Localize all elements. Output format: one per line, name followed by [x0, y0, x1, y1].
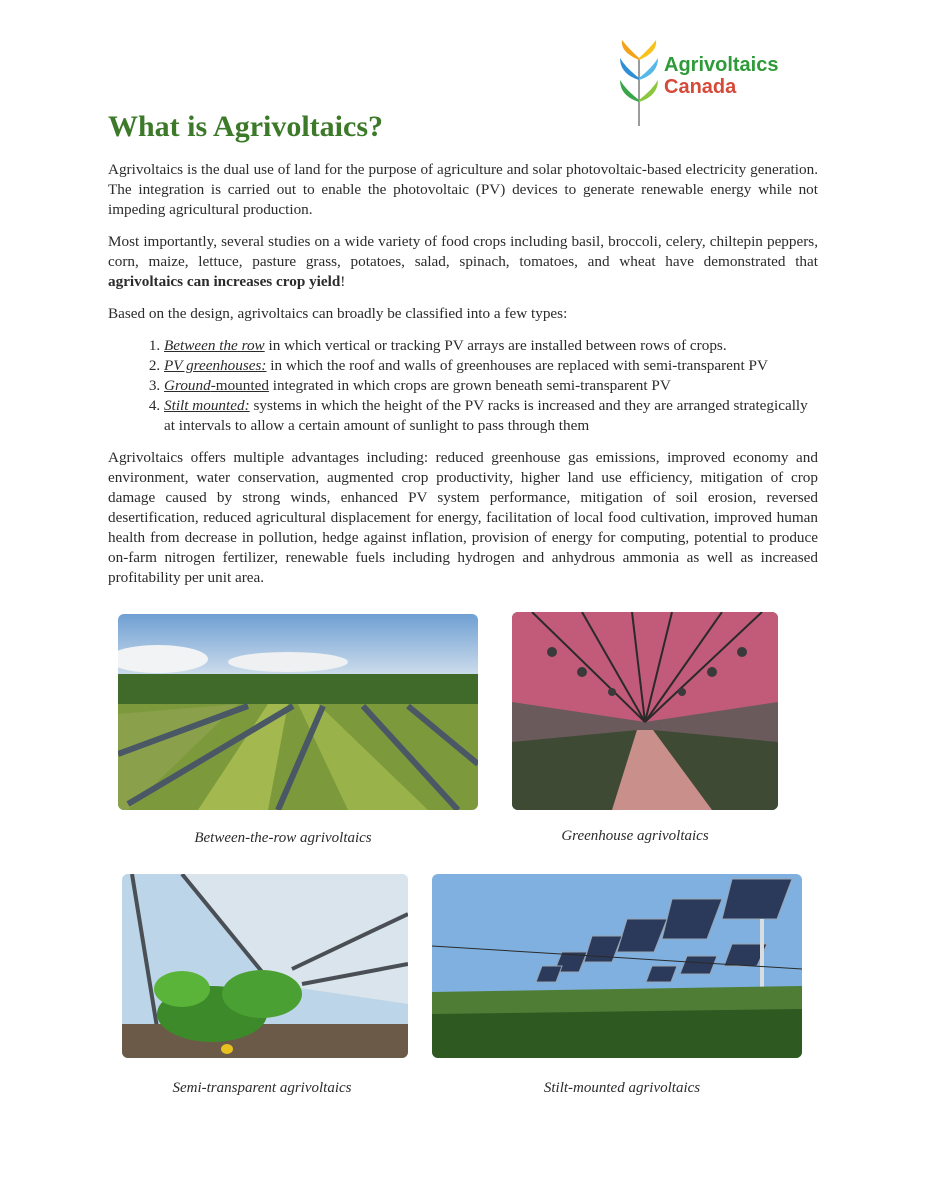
intro-paragraph: Agrivoltaics is the dual use of land for the purpose of agriculture and solar photovoltaic-based electricity generation. The integration is carried out to enable the photovoltaic (PV) devices to generate renewable energy while not impeding agricultural production. [108, 161, 818, 218]
logo-line-1: Agrivoltaics [664, 54, 779, 76]
type-description: systems in which the height of the PV racks is increased and they are arranged strategically at intervals to allow a certain amount of sunlight to pass through them [164, 397, 808, 434]
types-intro-paragraph: Based on the design, agrivoltaics can broadly be classified into a few types: [108, 305, 568, 322]
greenhouse-photo [512, 612, 778, 810]
list-item [164, 356, 818, 376]
stilt-mounted-photo [432, 874, 802, 1058]
type-term: Stilt mounted: [164, 397, 250, 414]
logo-line-2: Canada [664, 76, 737, 98]
semi-transparent-photo [122, 874, 408, 1058]
type-term: Ground [164, 377, 211, 394]
crop-yield-end: ! [340, 273, 346, 290]
between-the-row-photo [118, 614, 478, 810]
type-term: Between the row [164, 337, 265, 354]
stilt-mounted-caption: Stilt-mounted agrivoltaics [543, 1080, 701, 1096]
crop-yield-emphasis: agrivoltaics can increases crop yield [108, 273, 341, 290]
wheat-logo-icon [618, 38, 662, 128]
agrivoltaics-canada-logo [618, 38, 818, 128]
article-body [108, 160, 818, 600]
types-list [108, 336, 818, 436]
crop-yield-text: Most importantly, several studies on a wide variety of food crops including basil, broccoli, celery, chiltepin peppers, corn, maize, lettuce, pasture grass, potatoes, salad, spinach, tomatoes, and wheat have demonstrated that [108, 233, 818, 270]
type-term-suffix: -mounted [210, 377, 269, 394]
advantages-paragraph: Agrivoltaics offers multiple advantages including: reduced greenhouse gas emissions, improved economy and environment, water conservation, augmented crop productivity, higher land use efficiency, mitigation of crop damage caused by strong winds, enhanced PV system performance, mitigation of soil erosion, reversed desertification, reduced agricultural displacement for energy, facilitation of local food cultivation, improved human health from decrease in pollution, hedge against inflation, provision of energy for computing, potential to produce on-farm nitrogen fertilizer, renewable fuels including hydrogen and anhydrous ammonia as well as increased profitability per unit area. [108, 449, 818, 586]
type-description: in which vertical or tracking PV arrays are installed between rows of crops. [264, 337, 727, 354]
type-description: integrated in which crops are grown beneath semi-transparent PV [268, 377, 671, 394]
list-item [164, 336, 818, 356]
crop-yield-paragraph [108, 232, 818, 292]
type-term: PV greenhouses: [164, 357, 267, 374]
type-description: in which the roof and walls of greenhouses are replaced with semi-transparent PV [266, 357, 768, 374]
page-title: What is Agrivoltaics? [108, 110, 383, 143]
semi-transparent-caption: Semi-transparent agrivoltaics [172, 1080, 352, 1096]
between-the-row-caption: Between-the-row agrivoltaics [194, 830, 372, 846]
greenhouse-caption: Greenhouse agrivoltaics [561, 828, 709, 844]
logo-wordmark [664, 54, 778, 98]
list-item [164, 376, 818, 396]
list-item [164, 396, 818, 436]
